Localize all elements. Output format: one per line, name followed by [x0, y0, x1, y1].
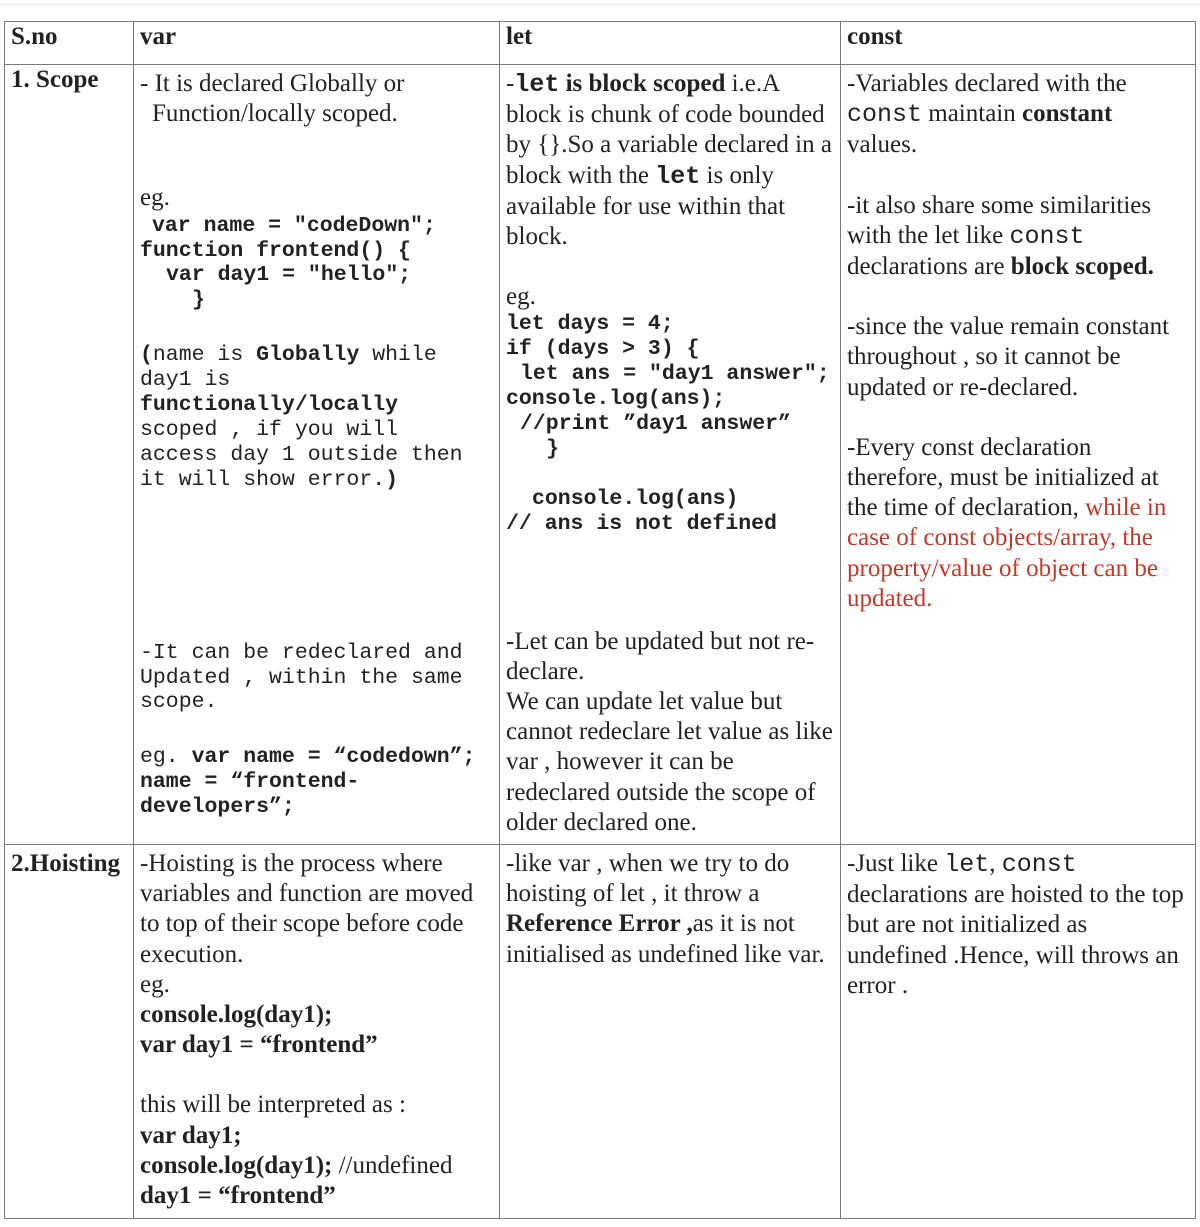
hoisting-const-text: declarations are hoisted to the top but are not initialized as undefined .Hence, will throws an error . — [847, 881, 1184, 999]
eg2-code: developers”; — [140, 795, 295, 820]
scope-var-code — [140, 214, 493, 314]
hoisting-var-b5: day1 = “frontend” — [140, 1182, 336, 1210]
redeclare-line: -It can be redeclared and — [140, 640, 463, 665]
hoisting-const-keyword: const — [1001, 850, 1077, 879]
note-paren: ( — [140, 343, 153, 368]
redeclare-line: Updated , within the same — [140, 665, 463, 690]
const-bold: block scoped. — [1010, 253, 1154, 281]
code-line: console.log(ans) — [532, 486, 739, 511]
code-line: if (days > 3) { — [506, 337, 700, 362]
note-bold: functionally/locally — [140, 393, 399, 418]
hoisting-var-b3: var day1; — [140, 1121, 242, 1149]
hoisting-var-b4-line — [140, 1151, 493, 1181]
scope-let-update — [506, 627, 834, 838]
hoisting-var-p2: this will be interpreted as : — [140, 1091, 406, 1119]
hoisting-let-bold: Reference Error , — [506, 910, 693, 938]
header-const: const — [841, 22, 1196, 65]
const-red-text: while in case of const objects/array, the property/value of object can be updated. — [847, 494, 1167, 612]
scope-const-p4 — [847, 433, 1189, 614]
scope-let-code — [506, 312, 834, 536]
code-line: } — [546, 436, 559, 461]
const-text: -Every const declaration therefore, must be initialized at the time of declaration, — [847, 433, 1159, 522]
cell-scope-const — [841, 65, 1196, 845]
code-line: var day1 = "hello"; — [166, 263, 412, 288]
header-sno: S.no — [5, 22, 134, 65]
code-line: let ans = "day1 answer"; — [520, 362, 830, 387]
header-let: let — [500, 22, 841, 65]
cell-hoisting-let — [500, 845, 841, 1219]
hoisting-var-b1: console.log(day1); — [140, 1001, 333, 1029]
header-var: var — [134, 22, 500, 65]
code-line: // ans is not defined — [506, 511, 777, 536]
hoisting-const-text: , — [989, 850, 1002, 877]
hoisting-const-keyword: let — [944, 850, 990, 879]
let-text: is only available for use within that block. — [506, 161, 786, 251]
const-text: -it also share some similarities with the let like — [847, 191, 1152, 249]
eg2-code: var name = “codedown”; — [191, 745, 476, 770]
scope-var-intro — [140, 69, 493, 129]
code-line: } — [192, 288, 205, 313]
const-text: -Variables declared with the — [847, 70, 1127, 97]
const-text: declarations are — [847, 253, 1011, 281]
top-divider — [0, 4, 1200, 5]
note-text: access day 1 outside then — [140, 442, 463, 467]
scope-var-note — [140, 343, 493, 492]
row-label-hoisting: 2.Hoisting — [5, 845, 134, 1219]
const-text: values. — [847, 131, 918, 159]
note-text: name is — [152, 343, 257, 368]
hoisting-bold: console.log(day1); — [140, 1151, 333, 1179]
note-text: while — [359, 343, 437, 368]
code-line: var name = "codeDown"; — [152, 213, 436, 238]
const-keyword: const — [847, 100, 923, 130]
row-label-scope: 1. Scope — [5, 65, 134, 845]
scope-const-p2 — [847, 191, 1189, 283]
code-line: console.log(ans); — [506, 387, 726, 412]
hoisting-var-b2: var day1 = “frontend” — [140, 1031, 378, 1059]
scope-const-p3: -since the value remain constant throughout , so it cannot be updated or re-declared. — [847, 313, 1170, 401]
code-line: //print ”day1 answer” — [520, 412, 791, 437]
hoisting-var-p1: -Hoisting is the process where variables and function are moved to top of their scope before code execution. — [140, 850, 474, 968]
header-row — [5, 22, 1196, 65]
comparison-table — [4, 21, 1196, 1219]
let-update-line: -Let can be updated but not re-declare. — [506, 627, 815, 685]
redeclare-line: scope. — [140, 690, 218, 715]
let-bold: is block scoped — [559, 70, 726, 97]
scope-var-redeclare — [140, 641, 493, 716]
table-row-hoisting — [5, 845, 1196, 1219]
scope-var-eg: eg. — [140, 184, 170, 212]
hoisting-let-text: -like var , when we try to do hoisting of let , it throw a — [506, 850, 790, 908]
note-bold: Globally — [256, 343, 360, 368]
hoisting-var-eg: eg. — [140, 970, 170, 998]
const-keyword: const — [1009, 221, 1085, 251]
eg2-prefix: eg. — [140, 745, 192, 770]
hoisting-comment: //undefined — [332, 1151, 453, 1179]
let-dash: - — [506, 70, 515, 97]
let-text: i.e.A block is chunk of code bounded by {}.So a variable declared in a block with the — [506, 70, 832, 189]
let-keyword: let — [655, 161, 701, 191]
code-line: function frontend() { — [140, 238, 411, 263]
table-row-scope — [5, 65, 1196, 845]
scope-let-intro — [506, 69, 834, 252]
const-text: maintain — [922, 100, 1022, 128]
const-bold: constant — [1022, 100, 1113, 128]
hoisting-const-text: -Just like — [847, 850, 945, 877]
cell-hoisting-const — [841, 845, 1196, 1219]
eg2-code: name = “frontend- — [140, 770, 360, 795]
cell-scope-var — [134, 65, 500, 845]
scope-var-intro-line2: Function/locally scoped. — [152, 100, 398, 128]
note-text: day1 is — [140, 368, 231, 393]
scope-var-eg2 — [140, 745, 493, 820]
hoisting-let-text: as it is not initialised as undefined like var. — [506, 910, 825, 968]
note-paren: ) — [385, 467, 399, 492]
cell-scope-let — [500, 65, 841, 845]
cell-hoisting-var — [134, 845, 500, 1219]
note-text: it will show error. — [140, 467, 386, 492]
let-keyword: let — [514, 70, 560, 99]
scope-let-eg: eg. — [506, 283, 536, 311]
code-line: let days = 4; — [506, 312, 674, 337]
scope-var-intro-line1: - It is declared Globally or — [140, 70, 405, 97]
note-text: scoped , if you will — [140, 417, 399, 442]
scope-const-p1 — [847, 69, 1189, 161]
let-update-line: We can update let value but cannot redeclare let value as like var , however it can be redeclared outside the scope of older declared one. — [506, 688, 833, 836]
